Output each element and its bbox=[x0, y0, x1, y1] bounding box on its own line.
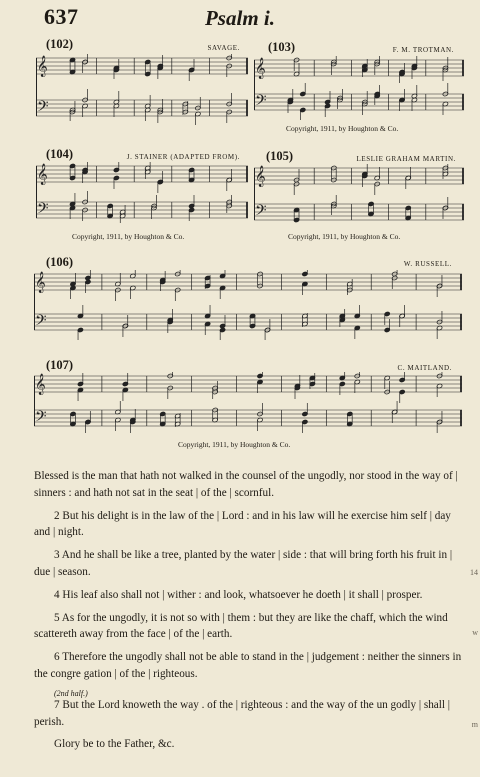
verse: 7 But the Lord knoweth the way . of the | righteous : and the way of the un godly | shall | perish. bbox=[34, 698, 451, 728]
music-staff bbox=[36, 89, 248, 125]
clef-icon: 𝄢 bbox=[37, 200, 49, 221]
verse: 4 His leaf also shall not | wither : and look, whatsoever he doeth | it shall | prosper. bbox=[54, 588, 423, 601]
clef-icon: 𝄢 bbox=[255, 92, 267, 113]
music-staff bbox=[34, 305, 462, 340]
clef-icon: 𝄢 bbox=[35, 312, 47, 333]
chant-number: (105) bbox=[266, 149, 294, 163]
chant-number: (102) bbox=[46, 37, 74, 51]
music-staff bbox=[34, 401, 462, 433]
clef-icon: 𝄞 bbox=[255, 166, 266, 187]
music-staff bbox=[36, 54, 248, 81]
psalm-text bbox=[34, 468, 464, 764]
chant-composer: C. MAITLAND. bbox=[397, 364, 452, 372]
clef-icon: 𝄢 bbox=[35, 408, 47, 429]
copyright-note: Copyright, 1911, by Houghton & Co. bbox=[72, 232, 185, 241]
clef-icon: 𝄢 bbox=[37, 98, 49, 119]
verse: 3 And he shall be like a tree, planted by the water | side : that will bring forth his fruit in | due | season. bbox=[34, 549, 453, 578]
part-note: (2nd half.) bbox=[54, 688, 88, 698]
psalm-title: Psalm i. bbox=[204, 6, 275, 30]
music-staff bbox=[254, 83, 464, 120]
chant-score bbox=[36, 54, 248, 126]
verse: 6 Therefore the ungodly shall not be able to stand in the | judgement : neither the sinners in the congre gation | of the | righteous. bbox=[34, 651, 462, 680]
chant-composer: LESLIE GRAHAM MARTIN. bbox=[356, 155, 456, 163]
music-staff bbox=[36, 162, 248, 193]
chant-score bbox=[36, 162, 248, 228]
music-staff bbox=[36, 191, 248, 223]
chant-number: (107) bbox=[46, 358, 74, 372]
music-staff bbox=[254, 56, 464, 83]
music-staff bbox=[34, 372, 462, 403]
clef-icon: 𝄞 bbox=[37, 56, 48, 77]
verse: 2 But his delight is in the law of the | Lord : and in his law will he exercise him self | day and | night. bbox=[34, 509, 451, 539]
chant-composer: F. M. TROTMAN. bbox=[392, 46, 454, 54]
copyright-note: Copyright, 1911, by Houghton & Co. bbox=[288, 232, 401, 241]
music-staff bbox=[34, 270, 462, 301]
chant-number: (106) bbox=[46, 255, 74, 269]
copyright-note: Copyright, 1911, by Houghton & Co. bbox=[286, 124, 399, 133]
copyright-note: Copyright, 1911, by Houghton & Co. bbox=[178, 440, 291, 449]
clef-icon: 𝄞 bbox=[37, 164, 48, 185]
chant-score bbox=[34, 372, 462, 436]
verse: 5 As for the ungodly, it is not so with | them : but they are like the chaff, which the wind scattereth away from the face | of the | earth. bbox=[34, 611, 448, 641]
chant-composer: J. STAINER (ADAPTED FROM). bbox=[126, 153, 240, 161]
chant-number: (104) bbox=[46, 147, 74, 161]
clef-icon: 𝄢 bbox=[255, 202, 267, 223]
margin-mark: 14 bbox=[470, 568, 478, 577]
chant-composer: W. RUSSELL. bbox=[403, 260, 452, 268]
chant-score bbox=[34, 270, 462, 340]
clef-icon: 𝄞 bbox=[35, 272, 46, 293]
chant-composer: SAVAGE. bbox=[207, 44, 240, 52]
music-staff bbox=[254, 195, 464, 223]
clef-icon: 𝄞 bbox=[255, 58, 266, 79]
page-number: 637 bbox=[44, 4, 79, 29]
chant-score bbox=[254, 164, 464, 230]
verse: Blessed is the man that hath not walked in the counsel of the ungodly, nor stood in the way of | sinners : and hath not sat in the seat | of the | scornful. bbox=[34, 470, 458, 499]
margin-mark: m bbox=[471, 720, 478, 729]
margin-mark: w bbox=[472, 628, 478, 637]
chant-score bbox=[254, 56, 464, 120]
gloria-line: Glory be to the Father, &c. bbox=[54, 738, 175, 751]
clef-icon: 𝄞 bbox=[35, 374, 46, 395]
music-staff bbox=[254, 164, 464, 195]
chant-number: (103) bbox=[268, 40, 296, 54]
